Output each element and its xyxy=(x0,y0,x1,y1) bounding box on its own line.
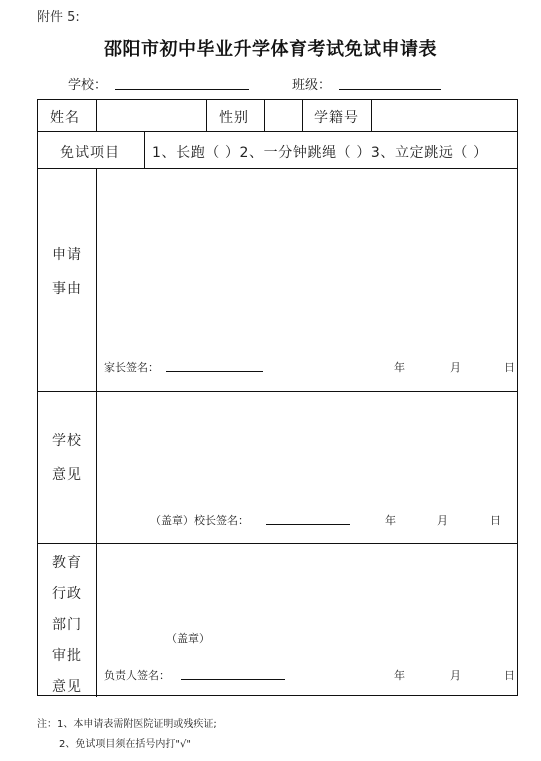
parent-signature-label: 家长签名： xyxy=(104,361,159,374)
school-year-label: 年 xyxy=(385,514,396,527)
col-divider xyxy=(206,100,207,131)
col-divider xyxy=(302,100,303,131)
edu-dept-label-line2: 行政 xyxy=(52,586,82,602)
edu-stamp-label: （盖章） xyxy=(166,632,210,645)
class-field[interactable] xyxy=(339,75,441,90)
edu-dept-text-area[interactable] xyxy=(97,544,517,654)
name-label: 姓名 xyxy=(50,110,80,126)
gender-field[interactable] xyxy=(265,101,301,130)
student-id-field[interactable] xyxy=(372,101,516,130)
school-field[interactable] xyxy=(115,75,249,90)
row-divider xyxy=(38,131,517,132)
school-opinion-label-line2: 意见 xyxy=(52,467,82,483)
reason-label-line2: 事由 xyxy=(52,281,82,297)
school-label: 学校： xyxy=(68,78,108,93)
principal-signature-label: （盖章）校长签名： xyxy=(150,514,249,527)
edu-year-label: 年 xyxy=(394,669,405,682)
principal-signature-field[interactable] xyxy=(266,512,350,525)
responsible-signature-label: 负责人签名： xyxy=(104,669,170,682)
exempt-item-label: 免试项目 xyxy=(60,145,120,161)
reason-year-label: 年 xyxy=(394,361,405,374)
reason-day-label: 日 xyxy=(504,361,515,374)
edu-dept-label-line1: 教育 xyxy=(52,555,82,571)
application-form-table xyxy=(37,99,518,696)
gender-label: 性别 xyxy=(219,110,249,126)
edu-dept-label-line3: 部门 xyxy=(52,617,82,633)
responsible-signature-field[interactable] xyxy=(181,667,285,680)
reason-label-line1: 申请 xyxy=(52,247,82,263)
exempt-item-options[interactable]: 1、长跑（ ）2、一分钟跳绳（ ）3、立定跳远（ ） xyxy=(152,145,488,161)
school-opinion-label-line1: 学校 xyxy=(52,433,82,449)
student-id-label: 学籍号 xyxy=(314,110,359,126)
edu-day-label: 日 xyxy=(504,669,515,682)
edu-dept-label-line5: 意见 xyxy=(52,679,82,695)
col-divider xyxy=(144,131,145,168)
page-title: 邵阳市初中毕业升学体育考试免试申请表 xyxy=(104,39,437,60)
name-field[interactable] xyxy=(97,101,205,130)
parent-signature-field[interactable] xyxy=(166,359,263,372)
reason-text-area[interactable] xyxy=(97,169,517,359)
note-line-2: 2、免试项目须在括号内打"√" xyxy=(59,739,191,750)
school-opinion-text-area[interactable] xyxy=(97,392,517,502)
class-label: 班级： xyxy=(292,78,332,93)
reason-month-label: 月 xyxy=(450,361,461,374)
school-day-label: 日 xyxy=(490,514,501,527)
edu-dept-label-line4: 审批 xyxy=(52,648,82,664)
attachment-label: 附件 5: xyxy=(37,10,80,25)
note-line-1: 注：1、本申请表需附医院证明或残疾证; xyxy=(37,719,217,730)
edu-month-label: 月 xyxy=(450,669,461,682)
school-month-label: 月 xyxy=(437,514,448,527)
